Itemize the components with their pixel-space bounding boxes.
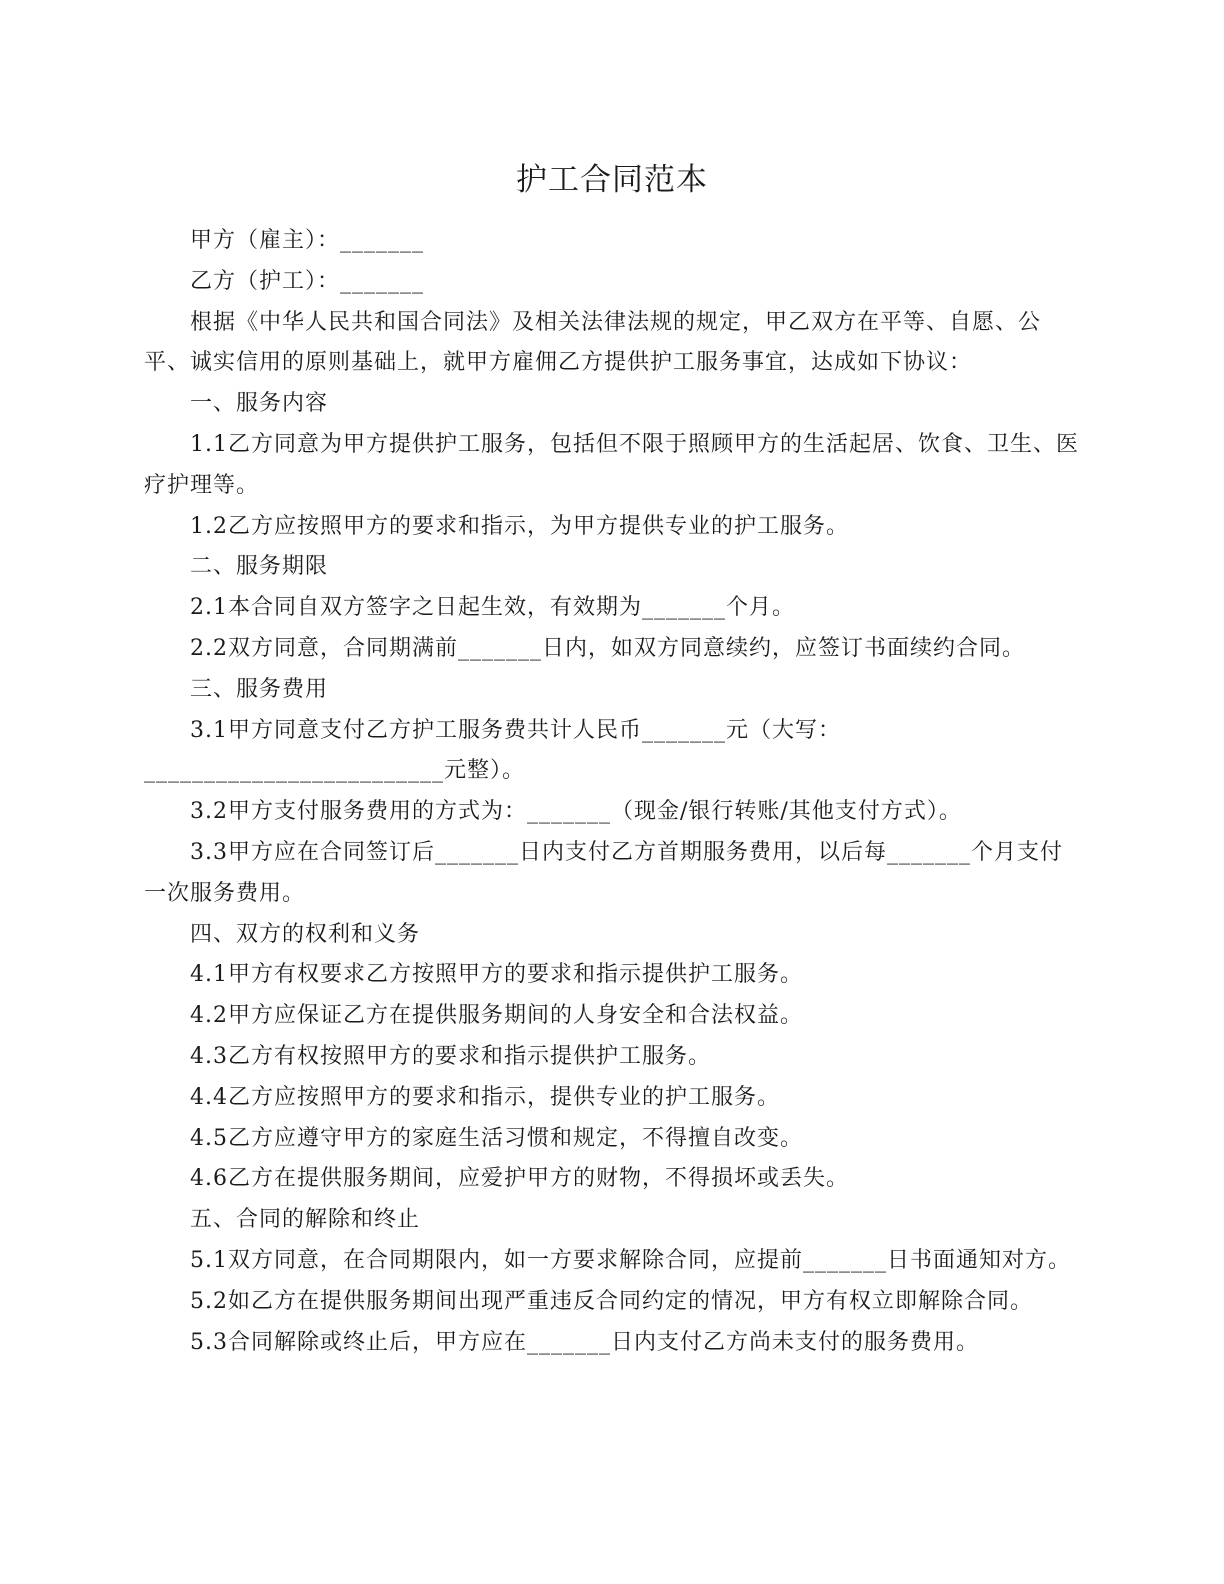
clause-paragraph: 4.1甲方有权要求乙方按照甲方的要求和指示提供护工服务。 <box>190 962 803 988</box>
clause-paragraph: 2.2双方同意，合同期满前_______日内，如双方同意续约，应签订书面续约合同。 <box>190 635 1025 661</box>
clause-paragraph: 2.1本合同自双方签字之日起生效，有效期为_______个月。 <box>190 595 795 621</box>
clause-paragraph: 3.2甲方支付服务费用的方式为：_______（现金/银行转账/其他支付方式）。 <box>190 799 962 825</box>
party-b-line: 乙方（护工）：_______ <box>190 268 425 294</box>
clause-paragraph: 4.6乙方在提供服务期间，应爱护甲方的财物，不得损坏或丢失。 <box>190 1166 849 1192</box>
clause-paragraph: 5.3合同解除或终止后，甲方应在_______日内支付乙方尚未支付的服务费用。 <box>190 1329 979 1355</box>
clause-paragraph: 4.5乙方应遵守甲方的家庭生活习惯和规定，不得擅自改变。 <box>190 1125 803 1151</box>
section-heading: 一、服务内容 <box>190 391 329 417</box>
section-heading: 三、服务费用 <box>190 676 329 702</box>
section-heading: 二、服务期限 <box>190 554 329 580</box>
section-heading: 五、合同的解除和终止 <box>190 1207 421 1233</box>
clause-paragraph: 3.3甲方应在合同签订后_______日内支付乙方首期服务费用，以后每_______个月支付一次服务费用。 <box>144 839 1063 906</box>
clause-paragraph: 1.1乙方同意为甲方提供护工服务，包括但不限于照顾甲方的生活起居、饮食、卫生、医疗护理等。 <box>144 431 1079 498</box>
document-body <box>144 221 1084 1363</box>
clause-paragraph: 3.1甲方同意支付乙方护工服务费共计人民币_______元（大写： <box>190 717 841 743</box>
clause-paragraph: 5.1双方同意，在合同期限内，如一方要求解除合同，应提前_______日书面通知对方。 <box>190 1247 1071 1273</box>
section-heading: 四、双方的权利和义务 <box>190 921 421 947</box>
clause-paragraph: 5.2如乙方在提供服务期间出现严重违反合同约定的情况，甲方有权立即解除合同。 <box>190 1288 1033 1314</box>
preamble-paragraph: 根据《中华人民共和国合同法》及相关法律法规的规定，甲乙双方在平等、自愿、公平、诚实信用的原则基础上，就甲方雇佣乙方提供护工服务事宜，达成如下协议： <box>144 309 1042 376</box>
clause-paragraph: 4.2甲方应保证乙方在提供服务期间的人身安全和合法权益。 <box>190 1003 803 1029</box>
document-title: 护工合同范本 <box>516 162 708 198</box>
party-a-line: 甲方（雇主）：_______ <box>190 228 425 253</box>
clause-paragraph: 1.2乙方应按照甲方的要求和指示，为甲方提供专业的护工服务。 <box>190 513 849 539</box>
clause-paragraph: 4.3乙方有权按照甲方的要求和指示提供护工服务。 <box>190 1043 711 1069</box>
clause-continuation: _________________________元整）。 <box>144 758 526 784</box>
clause-paragraph: 4.4乙方应按照甲方的要求和指示，提供专业的护工服务。 <box>190 1084 780 1110</box>
